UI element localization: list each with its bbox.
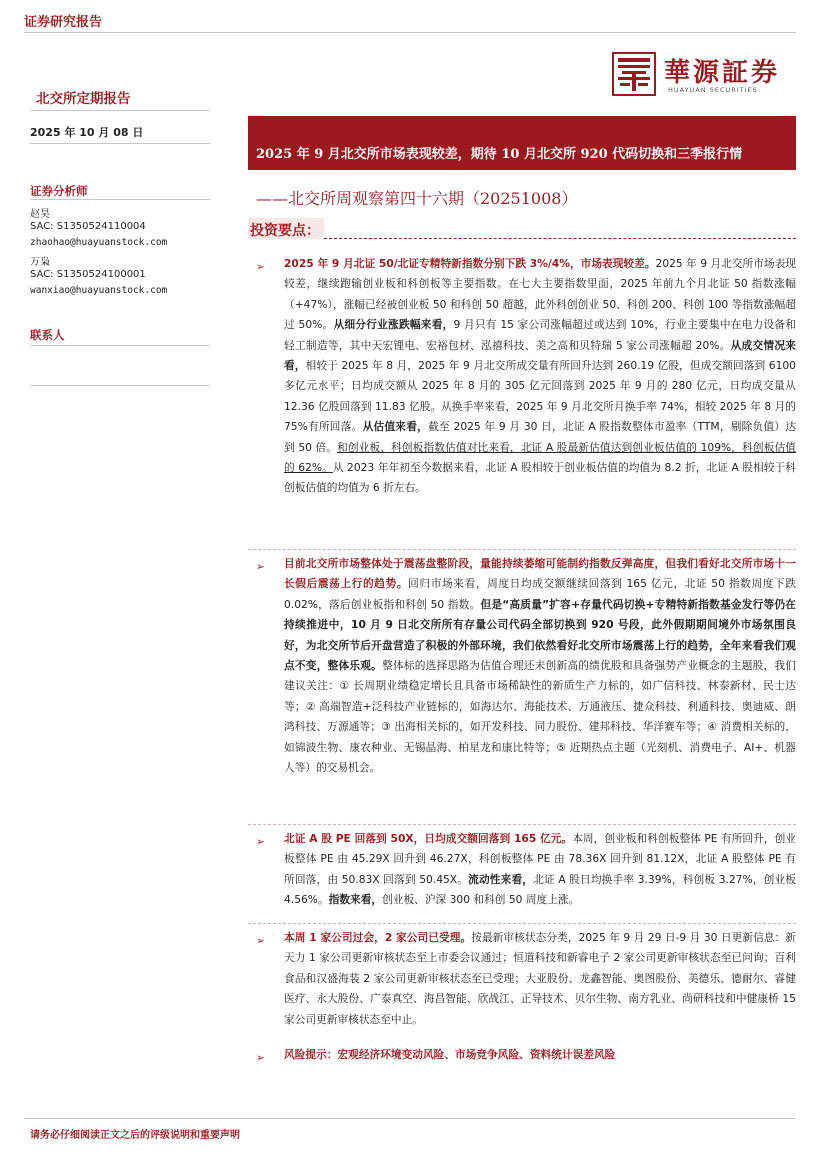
- footer-disclaimer: 请务必仔细阅读正文之后的评级说明和重要声明: [30, 1130, 240, 1141]
- key-points-heading: 投资要点：: [250, 223, 320, 239]
- point-divider: [248, 824, 796, 825]
- text-segment: 目前北交所市场整体处于震荡盘整阶段，量能持续萎缩可能制约指数反弹高度，但我们看好北交所市场十一长假后震荡上行的趋势。: [284, 557, 796, 591]
- point-divider: [248, 923, 796, 924]
- bullet-arrow-icon: ➢: [256, 935, 265, 947]
- text-segment: 指数来看，: [328, 893, 383, 907]
- text-segment: 按最新审核状态分类，2025 年 9 月 29 日-9 月 30 日更新信息：新天力 1 家公司更新审核状态至上市委会议通过；恒道科技和新睿电子 2 家公司更新审核状态至已问询；百利食品和汉盛海装 2 家公司更新审核状态至已受理；大亚股份、龙鑫智能、奥图股份、美德乐、德耐尔、睿健医疗、永大股份、广泰真空、海昌智能、欣战江、正导技术、贝尔生物、南方乳业、尚研科技和中健康桥 15 家公司更新审核状态至中止。: [284, 931, 796, 1026]
- report-date: 2025 年 10 月 08 日: [30, 126, 144, 139]
- analyst-heading-divider: [30, 199, 210, 200]
- text-segment: 从估值来看，: [362, 420, 429, 434]
- sidebar-divider-top: [30, 110, 210, 111]
- text-segment: 创业板、沪深 300 和科创 50 周度上涨。: [382, 893, 580, 907]
- analyst-heading: 证券分析师: [30, 184, 88, 198]
- analyst-sac: SAC: S1350524110004: [30, 221, 146, 232]
- bullet-arrow-icon: ➢: [256, 1052, 265, 1064]
- company-logo: [612, 50, 792, 102]
- report-subtitle: ——北交所周观察第四十六期（20251008）: [256, 189, 578, 208]
- text-segment: 2025 年 9 月北交所市场表现较差，继续跑输创业板和科创板等主要指数。在七大主要指数里面，2025 年前九个月北证 50 指数涨幅（+47%），涨幅已经被创业板 50 和科创 50 超越，此外科创创业 50、科创 200、科创 100 等指数涨幅超过 50%。: [284, 257, 796, 332]
- text-segment: 2025 年 9 月北证 50/北证专精特新指数分别下跌 3%/4%，市场表现较差。: [284, 257, 656, 270]
- report-title: 2025 年 9 月北交所市场表现较差，期待 10 月北交所 920 代码切换和三季报行情: [256, 147, 743, 162]
- analyst-email[interactable]: zhaohao@huayuanstock.com: [30, 237, 168, 248]
- text-segment: 北证 A 股日均换手率 3.39%，科创板 3.27%，创业板 4.56%。: [284, 872, 796, 907]
- report-title-banner: [248, 116, 796, 170]
- text-segment: 本周 1 家公司过会，2 家公司已受理。: [284, 931, 472, 944]
- text-segment: 和创业板、科创板指数估值对比来看，北证 A 股最新估值达到创业板估值的 109%，科创板估值的 62%。: [284, 440, 796, 475]
- text-segment: 整体标的选择思路为估值合理还未创新高的绩优股和具备强势产业概念的主题股，我们建议关注：① 长周期业绩稳定增长且具备市场稀缺性的新质生产力标的，如广信科技、林泰新材、民士达等；② 高端智造+泛科技产业链标的，如海达尔、海能技术、万通液压、捷众科技、利通科技、奥迪威、朗鸿科技、万源通等；③ 出海相关标的，如开发科技、同力股份、建邦科技、华洋赛车等；④ 消费相关标的，如锦波生物、康农种业、无锡晶海、柏星龙和康比特等；⑤ 近期热点主题（光刻机、消费电子、AI+、机器人等）的交易机会。: [284, 659, 796, 775]
- text-segment: 风险提示：宏观经济环境变动风险、市场竞争风险、资料统计误差风险: [284, 1048, 616, 1061]
- header-divider: [24, 32, 796, 33]
- text-segment: 截至 2025 年 9 月 30 日，北证 A 股指数整体市盈率（TTM，剔除负值）达到 50 倍。: [284, 420, 796, 454]
- logo-name-en: HUAYUAN SECURITIES: [668, 86, 758, 94]
- contact-heading: 联系人: [30, 328, 65, 342]
- document-type-label: 证券研究报告: [24, 15, 103, 30]
- text-segment: 相较于 2025 年 8 月，2025 年 9 月北交所成交量有所回升达到 260.19 亿股，但成交额回落到 6100 多亿元水平；日均成交额从 2025 年 8 月的 305 亿元回落到 2025 年 9 月的 280 亿元，日均成交量从 12.36 亿股回落到 11.83 亿股。从换手率来看，2025 年 9 月北交所月换手率 74%，相较 2025 年 8 月的 75%有所回落。: [284, 359, 796, 434]
- key-point: [284, 928, 796, 1030]
- footer-divider: [24, 1118, 796, 1119]
- logo-name-cn: 華源証券: [664, 58, 781, 88]
- text-segment: 本周，创业板和科创板整体 PE 有所回升，创业板整体 PE 由 45.29X 回升到 46.27X，科创板整体 PE 由 78.36X 回升到 81.12X，北证 A 股整体 PE 有所回落，由 50.83X 回落到 50.45X。: [284, 832, 796, 886]
- analyst-email[interactable]: wanxiao@huayuanstock.com: [30, 285, 168, 296]
- logo-emblem-icon: [612, 52, 656, 96]
- text-segment: 但是“高质量”扩容+存量代码切换+专精特新指数基金发行等仍在持续推进中，10 月 9 日北交所所有存量公司代码全部切换到 920 号段，此外假期期间境外市场氛围良好，为北交所节后开盘营造了积极的外部环境，我们依然看好北交所市场震荡上行的趋势，全年来看我们观点不变，整体乐观。: [284, 597, 796, 673]
- analyst-sac: SAC: S1350524100001: [30, 269, 146, 280]
- text-segment: 北证 A 股 PE 回落到 50X，日均成交额回落到 165 亿元。: [284, 832, 573, 845]
- contact-divider: [30, 345, 210, 346]
- bullet-arrow-icon: ➢: [256, 836, 265, 848]
- risk-warning: [284, 1045, 796, 1065]
- text-segment: 回归市场来看，周度日均成交额继续回落到 165 亿元，北证 50 指数周度下跌 0.02%，落后创业板指和科创 50 指数。: [284, 577, 796, 611]
- bullet-arrow-icon: ➢: [256, 261, 265, 273]
- text-segment: 流动性来看，: [468, 872, 534, 886]
- text-segment: 从 2023 年年初至今数据来看，北证 A 股相较于创业板估值的均值为 8.2 折，北证 A 股相较于科创板估值的均值为 6 折左右。: [284, 461, 796, 495]
- point-divider: [248, 549, 796, 550]
- date-divider: [30, 143, 210, 144]
- bullet-arrow-icon: ➢: [256, 561, 265, 573]
- text-segment: 从细分行业涨跌幅来看，: [333, 318, 454, 332]
- analyst-name: 万枭: [30, 257, 50, 268]
- analyst-name: 赵昊: [30, 209, 50, 220]
- key-point: [284, 254, 796, 499]
- key-point: [284, 554, 796, 778]
- report-type-label: 北交所定期报告: [36, 91, 131, 107]
- text-segment: 9 月只有 15 家公司涨幅超过或达到 10%，行业主要集中在电力设备和轻工制造等，其中天宏锂电、宏裕包材、泓禧科技、美之高和贝特瑞 5 家公司涨幅超 20%。: [284, 318, 796, 352]
- key-points-header: [248, 218, 796, 240]
- key-point: [284, 829, 796, 911]
- text-segment: 从成交情况来看，: [284, 338, 796, 373]
- sidebar-divider-bottom: [30, 385, 210, 386]
